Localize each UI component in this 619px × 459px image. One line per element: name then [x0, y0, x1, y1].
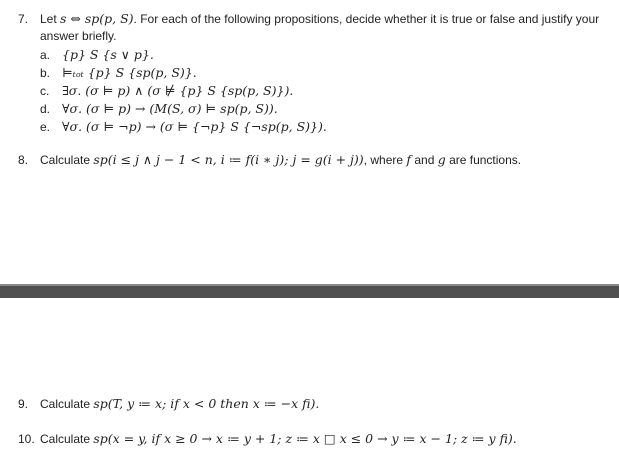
q7-item-d	[40, 101, 278, 116]
q8-f: f	[406, 152, 412, 167]
q10-text-a: Calculate	[40, 432, 94, 446]
question-number: 7.	[18, 12, 29, 26]
question-10	[18, 431, 517, 446]
question-7	[18, 11, 599, 26]
item-math: {p} S {s ∨ p}.	[62, 47, 154, 62]
item-math: ∃σ. (σ ⊨ p) ∧ (σ ⊭ {p} S {sp(p, S)}).	[62, 83, 294, 98]
q7-item-c	[40, 83, 293, 98]
q7-intro-text-b: . For each of the following propositions, decide whether it is true or false and justify your	[133, 12, 600, 26]
q8-text-c: and	[411, 153, 438, 167]
q7-intro-math: s ⇔ sp(p, S)	[60, 11, 134, 26]
q7-item-e	[40, 119, 327, 134]
q9-text-a: Calculate	[40, 397, 94, 411]
page-separator	[0, 286, 619, 298]
q8-text-d: are functions.	[445, 153, 522, 167]
item-label: d.	[40, 102, 51, 116]
item-label: c.	[40, 84, 50, 98]
q7-intro-text-a: Let	[40, 12, 61, 26]
q9-math: sp(T, y ≔ x; if x < 0 then x ≔ −x fi).	[93, 396, 320, 411]
item-label: a.	[40, 48, 51, 62]
q10-math: sp(x = y, if x ≥ 0 → x ≔ y + 1; z ≔ x □ x ≤ 0 → y ≔ x − 1; z ≔ y fi).	[93, 431, 517, 446]
question-number: 8.	[18, 153, 29, 167]
q8-math: sp(i ≤ j ∧ j − 1 < n, i ≔ f(i ∗ j); j = g(i + j))	[93, 152, 364, 167]
item-label: e.	[40, 120, 51, 134]
question-9	[18, 396, 319, 411]
q7-intro-line2: answer briefly.	[40, 29, 117, 43]
question-8	[18, 152, 521, 167]
q7-item-b	[40, 65, 197, 80]
item-math: ⊨ₜₒₜ {p} S {sp(p, S)}.	[62, 65, 197, 80]
item-math: ∀σ. (σ ⊨ ¬p) → (σ ⊨ {¬p} S {¬sp(p, S)}).	[62, 119, 327, 134]
q8-g: g	[437, 152, 446, 167]
item-math: ∀σ. (σ ⊨ p) → (M(S, σ) ⊨ sp(p, S)).	[62, 101, 278, 116]
question-number: 10.	[18, 432, 35, 446]
q7-item-a	[40, 47, 154, 62]
q8-text-b: , where	[363, 153, 407, 167]
question-number: 9.	[18, 397, 29, 411]
q8-text-a: Calculate	[40, 153, 94, 167]
item-label: b.	[40, 66, 51, 80]
